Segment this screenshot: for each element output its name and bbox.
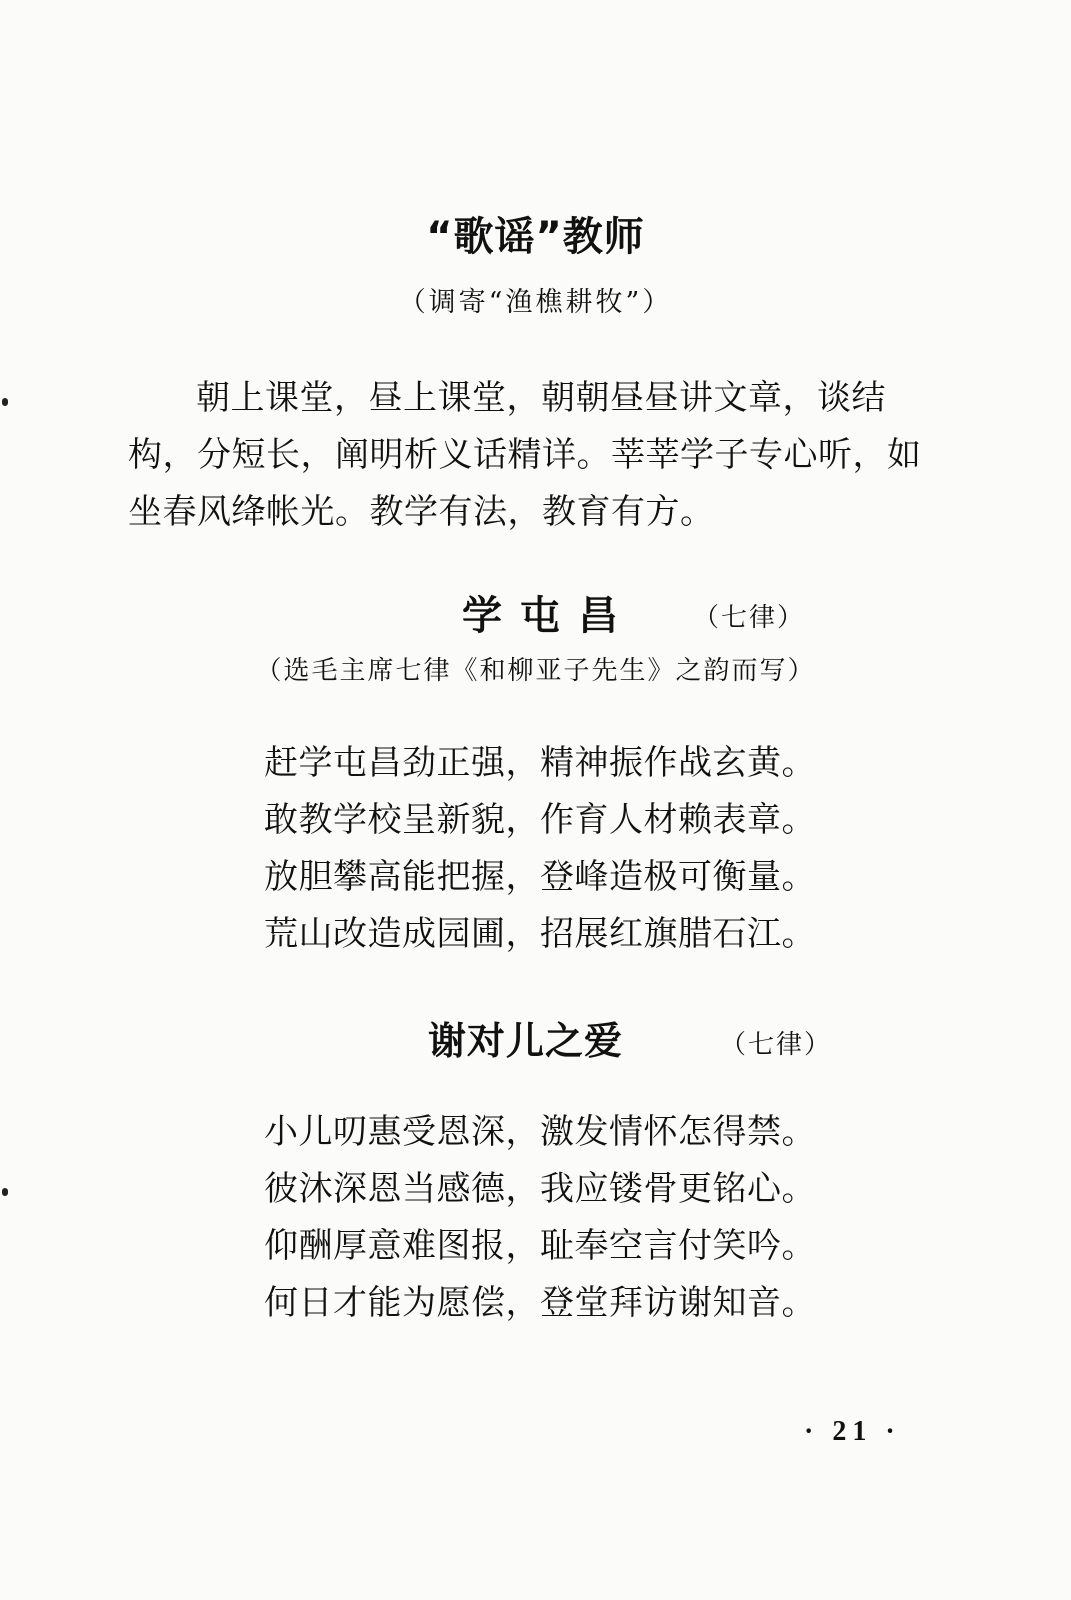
poem-line: 何日才能为愿偿，登堂拜访谢知音。 [264,1283,816,1323]
page-number: · 21 · [804,1416,901,1447]
poem-body-thanks [264,1104,816,1332]
poem-title-thanks: 谢对儿之爱 [428,1019,624,1063]
poem-subtitle-tune: （调寄“渔樵耕牧”） [398,287,673,318]
poem-form-label: （七律） [693,603,806,633]
poem-line: 仰酬厚意难图报，耻奉空言付笑吟。 [264,1226,816,1266]
poem-body-xue-tunchang [264,735,816,963]
poem-note-rhyme-source: （选毛主席七律《和柳亚子先生》之韵而写） [255,656,816,686]
poem-line: 放胆攀高能把握，登峰造极可衡量。 [264,857,816,897]
scan-edge-mark [2,398,8,406]
poem-line: 荒山改造成园圃，招展红旗腊石江。 [264,914,816,954]
poem-line: 彼沐深恩当感德，我应镂骨更铭心。 [264,1169,816,1209]
poem-line: 小儿叨惠受恩深，激发情怀怎得禁。 [264,1112,816,1152]
poem-line: 赶学屯昌劲正强，精神振作战玄黄。 [264,743,816,783]
poem-body-geyao-teacher: 朝上课堂，昼上课堂，朝朝昼昼讲文章，谈结构，分短长，阐明析义话精详。莘莘学子专心听，如坐春风绛帐光。教学有法，教育有方。 [128,378,922,532]
poem-title-geyao-teacher: “歌谣”教师 [426,214,645,260]
poem-line: 敢教学校呈新貌，作育人材赖表章。 [264,800,816,840]
poem-form-label: （七律） [720,1030,833,1060]
scan-edge-mark [2,1188,8,1196]
poem-title-xue-tunchang: 学屯昌 [462,593,636,639]
